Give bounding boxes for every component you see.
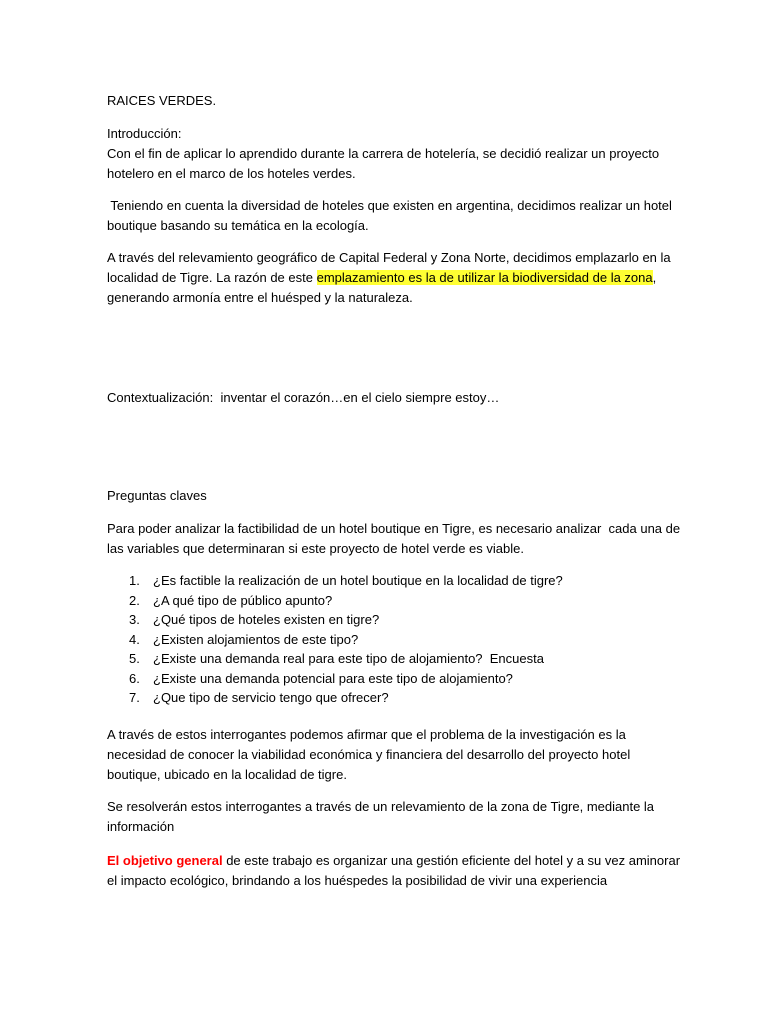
intro-paragraph-1-line-1: Con el fin de aplicar lo aprendido durante la carrera de hotelería, se decidió realizar un proyecto — [107, 146, 660, 161]
resolve-paragraph: Se resolverán estos interrogantes a través de un relevamiento de la zona de Tigre, mediante la información — [107, 799, 655, 834]
questions-list — [107, 571, 677, 708]
list-item: 1. ¿Es factible la realización de un hotel boutique en la localidad de tigre? — [129, 573, 563, 588]
document-title: RAICES VERDES. — [107, 93, 217, 108]
list-item: 3. ¿Qué tipos de hoteles existen en tigre? — [129, 612, 380, 627]
contextualization-line: Contextualización: inventar el corazón…en el cielo siempre estoy… — [107, 390, 500, 405]
intro-paragraph-1-line-2: hotelero en el marco de los hoteles verdes. — [107, 166, 356, 181]
intro-paragraph-2: Teniendo en cuenta la diversidad de hoteles que existen en argentina, decidimos realizar un hotel boutique basando su temática en la ecología. — [107, 198, 672, 233]
introduction-section — [107, 124, 677, 184]
objective-paragraph: El objetivo general de este trabajo es organizar una gestión eficiente del hotel y a su vez aminorar el impacto ecológico, brindando a los huéspedes la posibilidad de vivir una experiencia — [107, 853, 681, 888]
list-item: 6. ¿Existe una demanda potencial para este tipo de alojamiento? — [129, 670, 513, 686]
intro-heading: Introducción: — [107, 126, 182, 141]
highlighted-text: emplazamiento es la de utilizar la biodiversidad de la zona — [316, 270, 653, 285]
intro-paragraph-3: A través del relevamiento geográfico de Capital Federal y Zona Norte, decidimos emplazarlo en la localidad de Tigre. La razón de este emplazamiento es la de utilizar la biodiversidad de la zona, generando armonía entre el huésped y la naturaleza. — [107, 250, 671, 305]
list-item: 4. ¿Existen alojamientos de este tipo? — [129, 631, 359, 647]
list-item: 5. ¿Existe una demanda real para este tipo de alojamiento? Encuesta — [129, 651, 544, 666]
problem-paragraph: A través de estos interrogantes podemos afirmar que el problema de la investigación es la necesidad de conocer la viabilidad económica y financiera del desarrollo del proyecto hotel boutique, ubicado en la localidad de tigre. — [107, 727, 631, 782]
list-item: 7. ¿Que tipo de servicio tengo que ofrecer? — [129, 690, 389, 705]
questions-heading: Preguntas claves — [107, 488, 207, 503]
list-item: 2. ¿A qué tipo de público apunto? — [129, 592, 333, 608]
objective-label: El objetivo general — [107, 853, 223, 868]
questions-intro-paragraph: Para poder analizar la factibilidad de un hotel boutique en Tigre, es necesario analizar cada una de las variables que determinaran si este proyecto de hotel verde es viable. — [107, 521, 681, 556]
